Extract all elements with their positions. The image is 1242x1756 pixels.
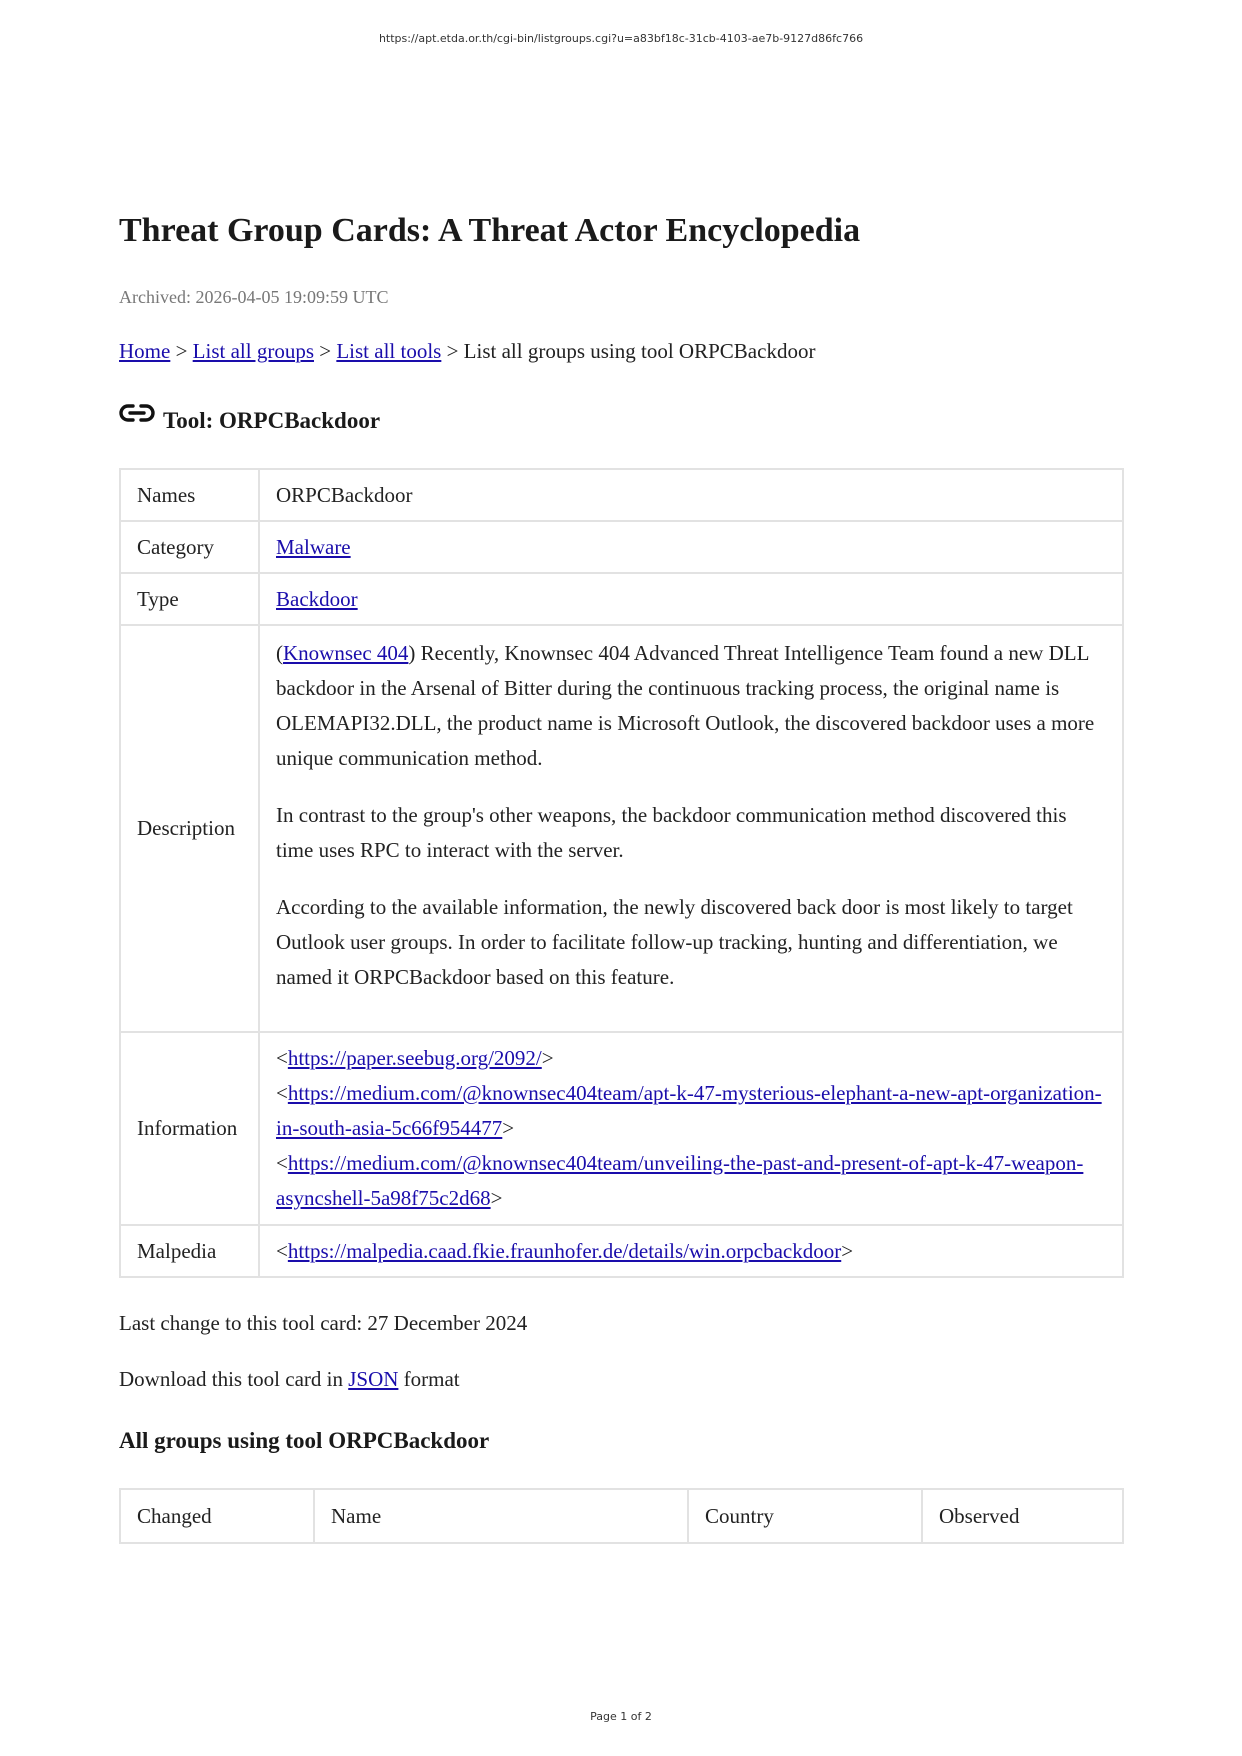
breadcrumb: [119, 339, 815, 364]
table-row: [120, 469, 1123, 521]
tool-heading: [119, 400, 380, 434]
knownsec-source-link[interactable]: Knownsec 404: [283, 641, 409, 665]
page-number: Page 1 of 2: [590, 1710, 652, 1723]
malpedia-cell: [259, 1225, 1123, 1277]
info-link[interactable]: https://medium.com/@knownsec404team/apt-k-47-mysterious-elephant-a-new-apt-organization-in-south-asia-5c66f954477: [276, 1081, 1102, 1140]
page-url: https://apt.etda.or.th/cgi-bin/listgroups.cgi?u=a83bf18c-31cb-4103-ae7b-9127d86fc766: [378, 32, 864, 45]
description-label: Description: [120, 625, 259, 1032]
archived-timestamp: Archived: 2026-04-05 19:09:59 UTC: [119, 287, 389, 307]
tool-heading-text: Tool: ORPCBackdoor: [163, 408, 381, 433]
paren: (: [276, 641, 283, 665]
table-row: [120, 521, 1123, 573]
malpedia-label: Malpedia: [120, 1225, 259, 1277]
breadcrumb-separator: >: [314, 339, 337, 363]
information-label: Information: [120, 1032, 259, 1225]
type-label: Type: [120, 573, 259, 625]
breadcrumb-home-link[interactable]: Home: [119, 339, 171, 363]
info-link[interactable]: https://medium.com/@knownsec404team/unveiling-the-past-and-present-of-apt-k-47-weapon-asyncshell-5a98f75c2d68: [276, 1151, 1084, 1210]
table-row: [120, 573, 1123, 625]
groups-heading: All groups using tool ORPCBackdoor: [119, 1428, 490, 1453]
groups-header-row: [120, 1489, 1123, 1543]
description-paragraph: [276, 636, 1106, 776]
angle-bracket: >: [841, 1238, 854, 1263]
info-link-item: [276, 1146, 1106, 1216]
angle-bracket: <: [276, 1046, 288, 1070]
link-icon: [119, 400, 155, 426]
json-download-link[interactable]: JSON: [348, 1367, 399, 1391]
names-value: ORPCBackdoor: [259, 469, 1123, 521]
breadcrumb-current: > List all groups using tool ORPCBackdoor: [441, 339, 816, 363]
page-title: Threat Group Cards: A Threat Actor Encyclopedia: [119, 212, 861, 249]
groups-table: [119, 1488, 1124, 1544]
description-cell: [259, 625, 1123, 1032]
angle-bracket: <: [276, 1151, 288, 1175]
angle-bracket: <: [276, 1238, 288, 1263]
download-prefix: Download this tool card in: [119, 1367, 349, 1391]
angle-bracket: >: [502, 1116, 515, 1140]
breadcrumb-groups-link[interactable]: List all groups: [192, 339, 314, 363]
information-cell: [259, 1032, 1123, 1225]
category-link[interactable]: Malware: [276, 534, 351, 559]
column-header-name[interactable]: Name: [314, 1489, 688, 1543]
table-row: [120, 1032, 1123, 1225]
category-cell: [259, 521, 1123, 573]
info-link[interactable]: https://paper.seebug.org/2092/: [287, 1046, 542, 1070]
download-suffix: format: [398, 1367, 460, 1391]
angle-bracket: <: [276, 1081, 288, 1105]
table-row: [120, 1225, 1123, 1277]
table-row: [120, 625, 1123, 1032]
angle-bracket: >: [541, 1046, 554, 1070]
angle-bracket: >: [490, 1186, 503, 1210]
type-link[interactable]: Backdoor: [276, 586, 358, 611]
info-link-item: [276, 1041, 1106, 1076]
breadcrumb-tools-link[interactable]: List all tools: [336, 339, 442, 363]
description-paragraph: According to the available information, the newly discovered back door is most likely to target Outlook user groups. In order to facilitate follow-up tracking, hunting and differentiation, we named it ORPCBackdoor based on this feature.: [276, 895, 1073, 989]
description-paragraph: In contrast to the group's other weapons, the backdoor communication method discovered this time uses RPC to interact with the server.: [276, 803, 1067, 862]
tool-table: [119, 468, 1124, 1278]
last-change-text: Last change to this tool card: 27 December 2024: [119, 1311, 528, 1335]
breadcrumb-separator: >: [170, 339, 193, 363]
malpedia-link[interactable]: https://malpedia.caad.fkie.fraunhofer.de/details/win.orpcbackdoor: [287, 1238, 842, 1263]
column-header-changed[interactable]: Changed: [120, 1489, 314, 1543]
download-line: [119, 1367, 460, 1392]
description-text: ) Recently, Knownsec 404 Advanced Threat Intelligence Team found a new DLL backdoor in the Arsenal of Bitter during the continuous tracking process, the original name is OLEMAPI32.DLL, the product name is Microsoft Outlook, the discovered backdoor uses a more unique communication method.: [276, 641, 1095, 770]
category-label: Category: [120, 521, 259, 573]
type-cell: [259, 573, 1123, 625]
info-link-item: [276, 1076, 1106, 1146]
column-header-observed[interactable]: Observed: [922, 1489, 1123, 1543]
names-label: Names: [120, 469, 259, 521]
column-header-country[interactable]: Country: [688, 1489, 922, 1543]
